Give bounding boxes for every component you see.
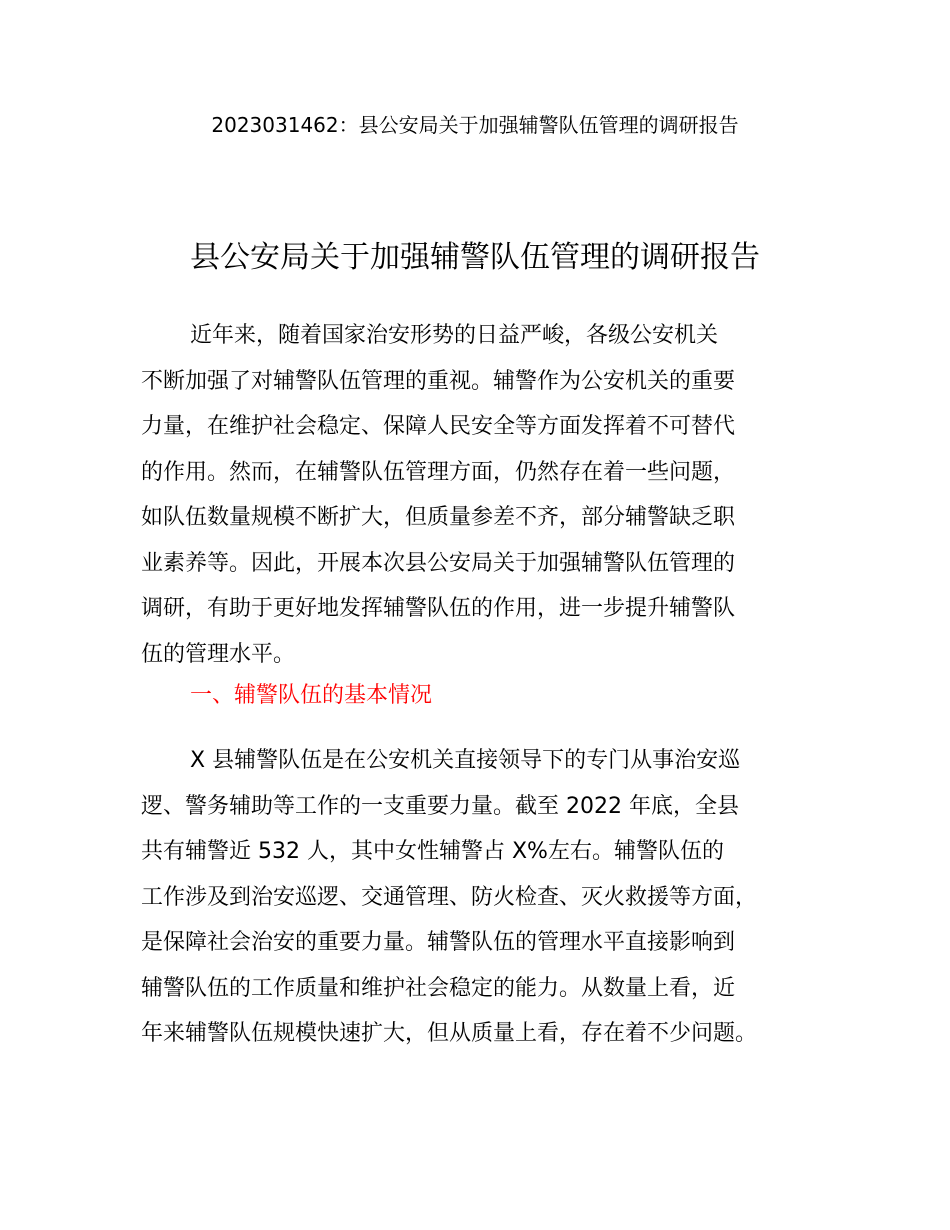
paragraph-line: 力量，在维护社会稳定、保障人民安全等方面发挥着不可替代	[141, 414, 736, 439]
section-heading: 一、辅警队伍的基本情况	[190, 683, 433, 708]
paragraph-line: 伍的管理水平。	[141, 641, 296, 667]
paragraph-line: 共有辅警近 532 人，其中女性辅警占 X%左右。辅警队伍的	[141, 839, 724, 864]
paragraph-line: 是保障社会治安的重要力量。辅警队伍的管理水平直接影响到	[141, 930, 736, 955]
paragraph-line: 不断加强了对辅警队伍管理的重视。辅警作为公安机关的重要	[141, 368, 736, 394]
paragraph-line: 年来辅警队伍规模快速扩大，但从质量上看，存在着不少问题。	[141, 1021, 758, 1046]
paragraph-line: 逻、警务辅助等工作的一支重要力量。截至 2022 年底，全县	[141, 793, 739, 819]
paragraph-line: 业素养等。因此，开展本次县公安局关于加强辅警队伍管理的	[141, 550, 736, 576]
intro-paragraph	[141, 313, 841, 677]
paragraph-line: 的作用。然而，在辅警队伍管理方面，仍然存在着一些问题，	[141, 459, 736, 485]
document-id-line: 2023031462：县公安局关于加强辅警队伍管理的调研报告	[211, 113, 739, 137]
paragraph-line: 工作涉及到治安巡逻、交通管理、防火检查、灭火救援等方面，	[141, 884, 758, 910]
paragraph-line: 辅警队伍的工作质量和维护社会稳定的能力。从数量上看，近	[141, 975, 736, 1001]
paragraph-line: X 县辅警队伍是在公安机关直接领导下的专门从事治安巡	[190, 748, 741, 773]
paragraph-line: 调研，有助于更好地发挥辅警队伍的作用，进一步提升辅警队	[141, 596, 736, 621]
paragraph-line: 近年来，随着国家治安形势的日益严峻，各级公安机关	[190, 323, 719, 348]
paragraph-line: 如队伍数量规模不断扩大，但质量参差不齐，部分辅警缺乏职	[141, 505, 736, 530]
document-title: 县公安局关于加强辅警队伍管理的调研报告	[190, 240, 760, 275]
section-paragraph	[141, 738, 841, 1057]
